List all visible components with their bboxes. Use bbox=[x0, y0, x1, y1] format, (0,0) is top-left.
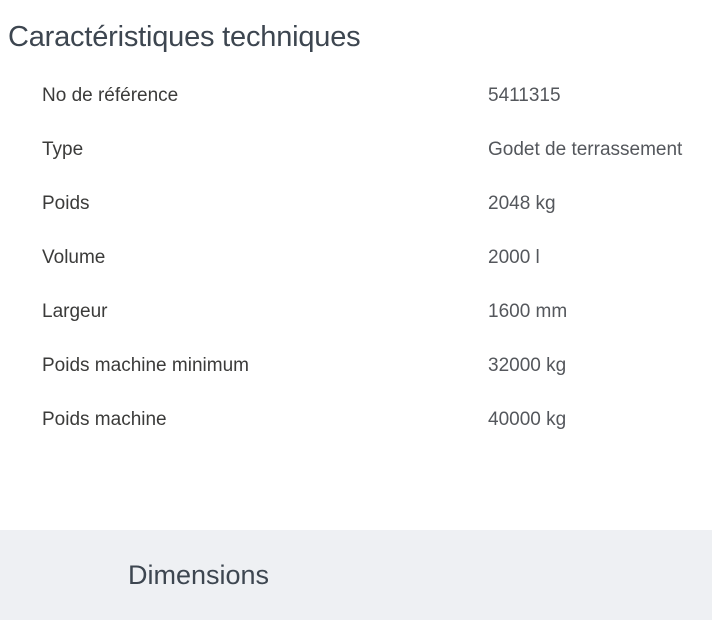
table-row bbox=[0, 69, 712, 123]
spec-label: Poids bbox=[42, 193, 90, 214]
table-row bbox=[0, 339, 712, 393]
table-row bbox=[0, 123, 712, 177]
dimensions-section-title: Dimensions bbox=[128, 559, 270, 590]
spec-label: Largeur bbox=[42, 301, 108, 322]
spec-table bbox=[0, 69, 712, 447]
spec-value: 40000 kg bbox=[488, 409, 567, 430]
spec-label: Type bbox=[42, 139, 84, 160]
table-row bbox=[0, 285, 712, 339]
dimensions-section-header bbox=[0, 530, 712, 620]
spec-value: 5411315 bbox=[488, 85, 561, 106]
spec-value: 2048 kg bbox=[488, 193, 556, 214]
table-row bbox=[0, 231, 712, 285]
table-row bbox=[0, 393, 712, 447]
spec-label: Poids machine bbox=[42, 409, 167, 430]
spec-value: 1600 mm bbox=[488, 301, 568, 322]
spec-label: Volume bbox=[42, 247, 106, 268]
spec-value: Godet de terrassement bbox=[488, 139, 683, 160]
page-title: Caractéristiques techniques bbox=[8, 21, 361, 53]
table-row bbox=[0, 177, 712, 231]
spec-value: 2000 l bbox=[488, 247, 540, 268]
spec-label: Poids machine minimum bbox=[42, 355, 249, 376]
spec-value: 32000 kg bbox=[488, 355, 567, 376]
spec-label: No de référence bbox=[42, 85, 179, 106]
